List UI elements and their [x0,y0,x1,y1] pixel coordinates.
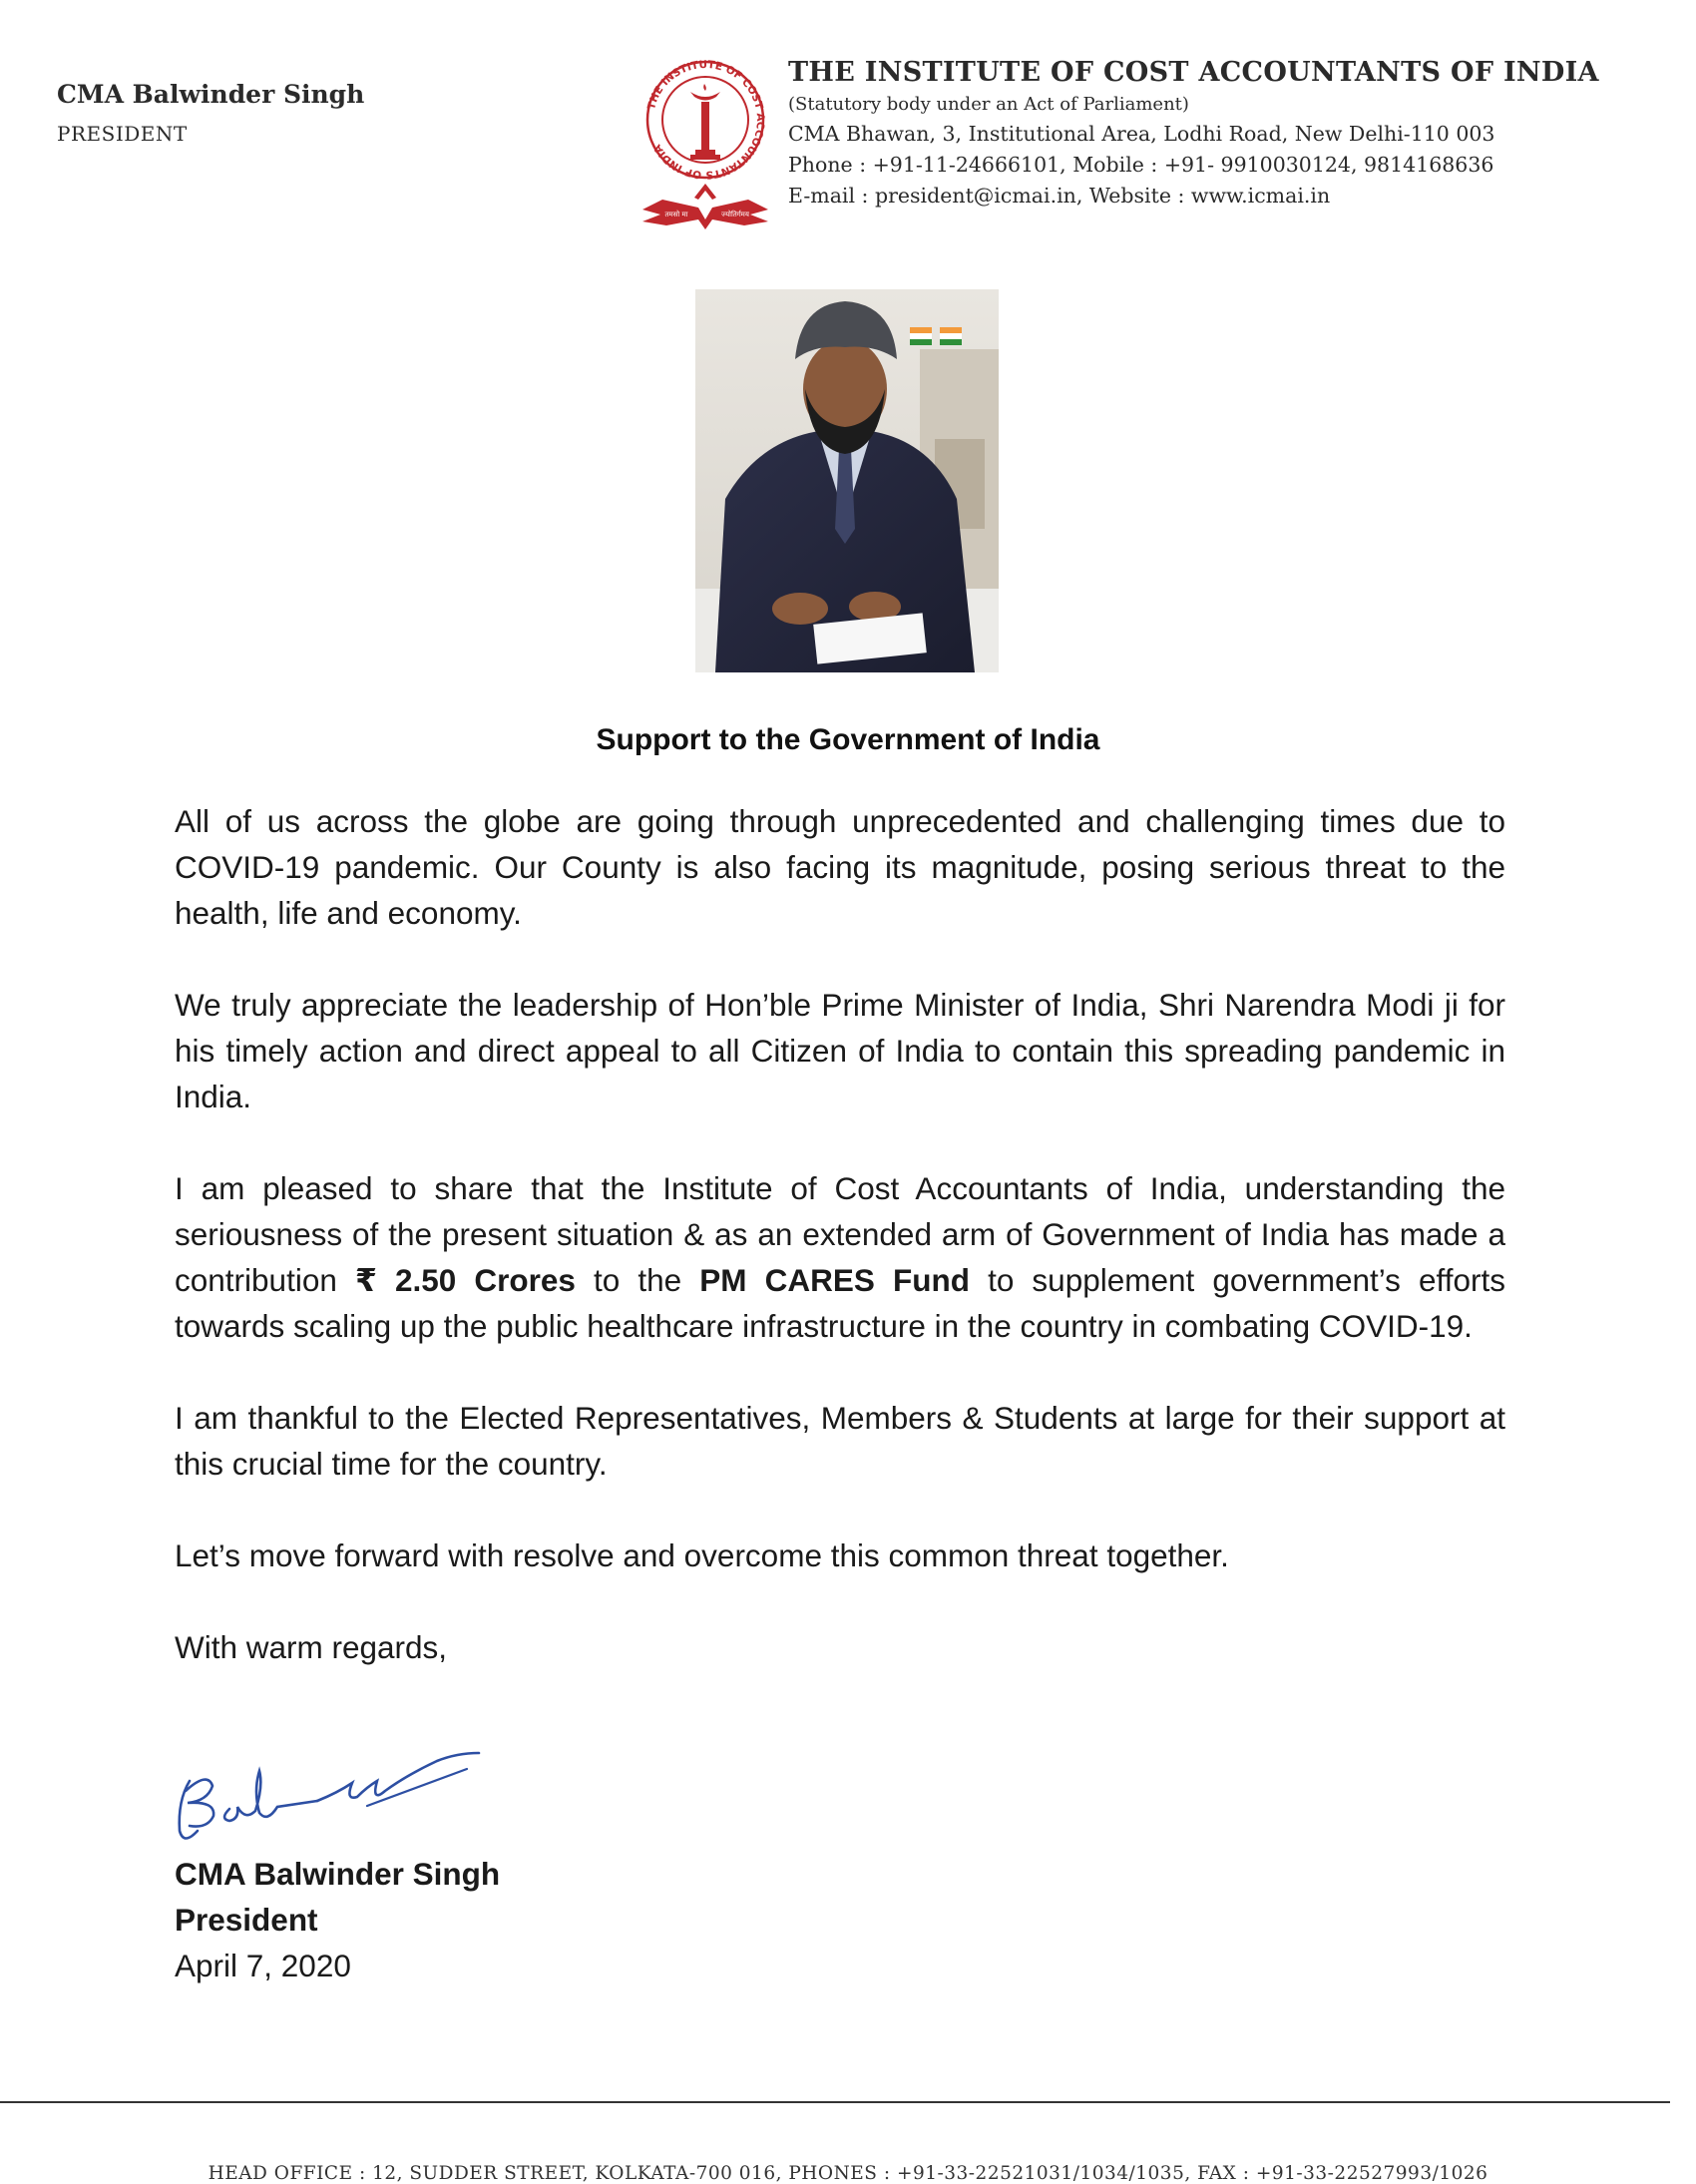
paragraph-3-part-c: to supplement government’s efforts towards scaling up the public healthcare infrastructure in the country in combating COVID-19. [175,1262,1505,1344]
handwritten-signature [168,1731,487,1851]
paragraph-2: We truly appreciate the leadership of Hon’ble Prime Minister of India, Shri Narendra Modi ji for his timely action and direct appeal to all Citizen of India to contain this spreading pandemic in India. [175,987,1505,1114]
institute-address: CMA Bhawan, 3, Institutional Area, Lodhi Road, New Delhi-110 003 [788,122,1495,146]
letter-body [175,798,1505,1716]
institute-header [788,57,1599,208]
closing-line: With warm regards, [175,1629,448,1665]
institute-logo [640,50,770,234]
logo-right-banner: ज्योतिर्गमय [721,211,749,218]
signoff-name: CMA Balwinder Singh [175,1856,501,1892]
paragraph-5: Let’s move forward with resolve and overcome this common threat together. [175,1537,1229,1573]
paragraph-3-part-b: to the [575,1262,700,1298]
paragraph-3 [175,1165,1505,1349]
statutory-note: (Statutory body under an Act of Parliament) [788,94,1189,115]
paragraph-1: All of us across the globe are going through unprecedented and challenging times due to COVID-19 pandemic. Our County is also facing its magnitude, posing serious threat to the health, life and economy. [175,803,1505,931]
paragraph-4: I am thankful to the Elected Representatives, Members & Students at large for their support at this crucial time for the country. [175,1400,1505,1482]
paragraph-3-part-a: I am pleased to share that the Institute of Cost Accountants of India, understanding the seriousness of the present situation & as an extended arm of Government of India has made a contribution [175,1170,1505,1298]
logo-left-banner: तमसो मा [664,211,688,218]
contribution-amount: ₹ 2.50 Crores [354,1262,576,1298]
institute-phone: Phone : +91-11-24666101, Mobile : +91- 9910030124, 9814168636 [788,153,1494,177]
institute-name: THE INSTITUTE OF COST ACCOUNTANTS OF INDIA [788,57,1599,88]
footer-head-office: HEAD OFFICE : 12, SUDDER STREET, KOLKATA-700 016, PHONES : +91-33-22521031/1034/1035, FAX : +91-33-22527993/1026 [208,2163,1488,2184]
letter-title: Support to the Government of India [596,723,1100,756]
institute-email-website: E-mail : president@icmai.in, Website : www.icmai.in [788,184,1331,208]
footer-divider [0,2101,1670,2103]
logo-ring-text: THE INSTITUTE OF COST ACCOUNTANTS OF INDIA [645,58,767,182]
president-name-header: CMA Balwinder Singh [57,80,365,109]
president-photo [695,289,999,672]
signoff-date: April 7, 2020 [175,1948,351,1983]
signoff-block [175,1851,500,1988]
fund-name: PM CARES Fund [699,1262,970,1298]
president-title-header: PRESIDENT [57,122,188,146]
signoff-title: President [175,1902,318,1938]
